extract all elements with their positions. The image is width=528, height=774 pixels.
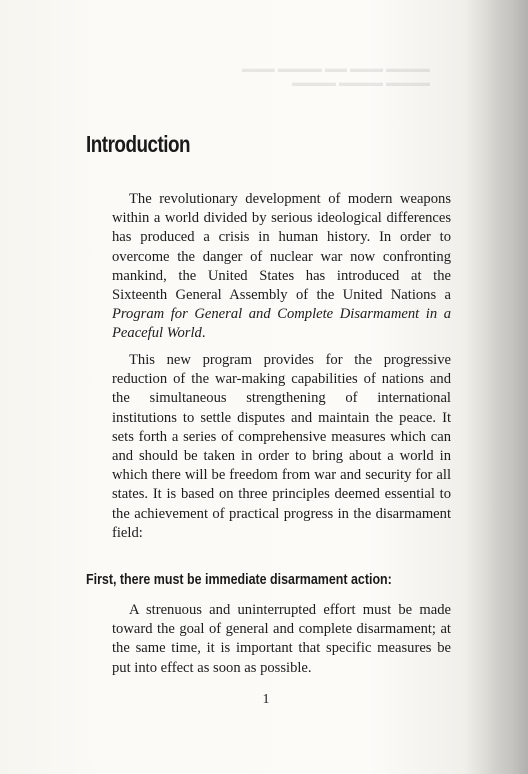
paragraph-2: This new program provides for the progressive reduction of the war-making capabilities of nations and the simultaneous strengthening of international institutions to settle disputes and maintain the peace. It sets forth a series of comprehensive measures which can and should be taken in order to bring about a world in which there will be freedom from war and security for all states. It is based on three principles deemed essential to the achievement of practical progress in the disarmament field: [112,352,451,541]
section-heading: Introduction [86,131,191,157]
bleed-through-text: ▬▬▬▬ ▬▬▬ ▬▬ ▬▬▬▬ ▬▬▬ ▬▬▬▬ ▬▬▬▬ ▬▬▬▬ [241,63,430,89]
page-number: 1 [262,692,270,707]
paragraph-1 [112,190,451,344]
paragraph-3: A strenuous and uninterrupted effort must be made toward the goal of general and complete disarmament; at the same time, it is important that specific measures be put into effect as soon as possible. [112,602,451,676]
paragraph-1-text-before: The revolutionary development of modern weapons within a world divided by serious ideological differences has produced a crisis in human history. In order to overcome the danger of nuclear war now confronting mankind, the United States has introduced at the Sixteenth General Assembly of the United Nations a [112,191,451,304]
program-title: Program for General and Complete Disarmament in a Peaceful World [112,306,451,342]
paragraph-1-text-after: . [201,325,206,342]
principle-subheading: First, there must be immediate disarmament action: [86,571,392,588]
